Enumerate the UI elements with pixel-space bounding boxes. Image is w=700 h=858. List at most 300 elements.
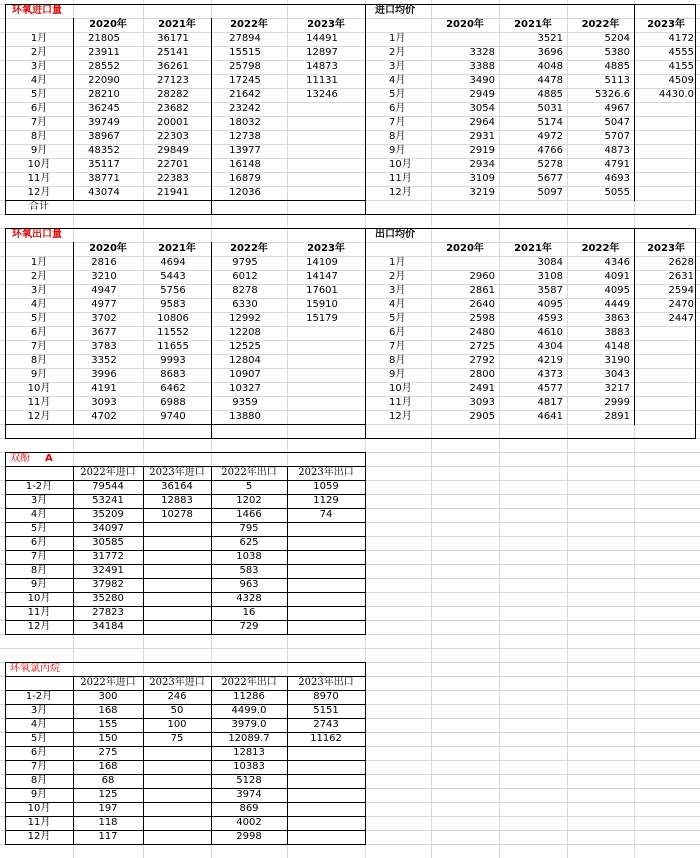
data-cell: 3490 <box>469 75 495 86</box>
data-cell: 12804 <box>229 355 261 366</box>
data-cell: 13977 <box>229 145 261 156</box>
data-cell <box>287 186 357 200</box>
data-cell <box>287 116 357 130</box>
data-cell: 4449 <box>604 299 630 310</box>
data-cell: 2999 <box>604 397 630 408</box>
column-header: 2022年进口 <box>80 467 136 478</box>
data-cell: 4002 <box>236 817 262 828</box>
data-cell: 39749 <box>88 117 120 128</box>
data-cell: 4817 <box>537 397 563 408</box>
data-cell <box>287 536 365 550</box>
data-cell: 11131 <box>306 75 338 86</box>
data-cell: 5326.6 <box>595 89 630 100</box>
table-border <box>5 536 366 537</box>
month-label: 11月 <box>389 397 412 408</box>
data-cell: 118 <box>98 817 118 828</box>
table-border <box>5 578 366 579</box>
data-cell: 4702 <box>91 411 117 422</box>
data-cell: 53241 <box>92 495 124 506</box>
data-cell: 4048 <box>537 61 563 72</box>
data-cell: 2640 <box>469 299 495 310</box>
month-label: 10月 <box>27 159 51 170</box>
month-label: 11月 <box>389 173 412 184</box>
table-border <box>5 816 366 817</box>
data-cell: 4155 <box>668 61 694 72</box>
data-cell: 4509 <box>668 75 694 86</box>
month-label: 9月 <box>389 369 406 380</box>
year-header: 2020年 <box>446 19 484 30</box>
data-cell: 32491 <box>92 565 124 576</box>
data-cell: 36245 <box>88 103 120 114</box>
data-cell: 8970 <box>313 691 339 702</box>
data-cell: 3352 <box>91 355 117 366</box>
data-cell <box>634 172 694 186</box>
data-cell: 3109 <box>469 173 495 184</box>
data-cell: 31772 <box>92 551 124 562</box>
data-cell: 23682 <box>157 103 189 114</box>
table-border <box>695 228 696 439</box>
table-border <box>5 690 366 691</box>
year-header: 2020年 <box>89 243 127 254</box>
table-border <box>5 606 366 607</box>
month-label: 8月 <box>30 131 48 142</box>
table-border <box>5 494 366 495</box>
data-cell: 3883 <box>604 327 630 338</box>
data-cell: 12883 <box>161 495 193 506</box>
data-cell: 3696 <box>537 47 563 58</box>
data-cell <box>143 760 211 774</box>
data-cell: 30585 <box>92 537 124 548</box>
table-border <box>73 242 74 425</box>
table-border <box>5 4 696 5</box>
data-cell <box>287 774 365 788</box>
month-label: 4月 <box>389 299 406 310</box>
data-cell: 4694 <box>160 257 186 268</box>
table-border <box>5 4 6 215</box>
data-cell: 5380 <box>604 47 630 58</box>
data-cell: 2919 <box>469 145 495 156</box>
data-cell: 9583 <box>160 299 186 310</box>
month-label: 4月 <box>389 75 406 86</box>
data-cell: 36171 <box>157 33 189 44</box>
table-border <box>634 228 635 425</box>
data-cell: 1466 <box>236 509 262 520</box>
data-cell: 14147 <box>306 271 338 282</box>
data-cell: 2598 <box>469 313 495 324</box>
data-cell: 4191 <box>91 383 117 394</box>
data-cell: 1038 <box>236 551 262 562</box>
year-header: 2022年 <box>230 19 268 30</box>
data-cell <box>287 564 365 578</box>
table-border <box>211 18 212 215</box>
data-cell <box>143 522 211 536</box>
table-border <box>5 592 366 593</box>
data-cell: 15179 <box>306 313 338 324</box>
data-cell <box>143 536 211 550</box>
year-header: 2020年 <box>446 243 484 254</box>
data-cell <box>431 256 495 270</box>
month-label: 10月 <box>389 383 412 394</box>
data-cell: 36164 <box>161 481 193 492</box>
data-cell: 2816 <box>91 257 117 268</box>
data-cell: 246 <box>167 691 187 702</box>
data-cell: 2891 <box>604 411 630 422</box>
month-label: 1-2月 <box>25 481 53 492</box>
data-cell: 4555 <box>668 47 694 58</box>
data-cell: 18032 <box>229 117 261 128</box>
month-label: 9月 <box>30 789 48 800</box>
month-label: 12月 <box>27 621 51 632</box>
data-cell: 34097 <box>92 523 124 534</box>
data-cell: 13246 <box>306 89 338 100</box>
month-label: 8月 <box>30 565 48 576</box>
data-cell: 28210 <box>88 89 120 100</box>
data-cell: 10327 <box>229 383 261 394</box>
data-cell: 14873 <box>306 61 338 72</box>
month-label: 8月 <box>30 355 48 366</box>
data-cell: 4091 <box>604 271 630 282</box>
data-cell: 27823 <box>92 607 124 618</box>
month-label: 3月 <box>30 495 48 506</box>
data-cell: 14491 <box>306 33 338 44</box>
section-title: 环氧进口量 <box>12 5 62 16</box>
data-cell <box>287 172 357 186</box>
data-cell <box>287 522 365 536</box>
data-cell <box>634 116 694 130</box>
data-cell <box>287 592 365 606</box>
month-label: 3月 <box>389 61 406 72</box>
data-cell: 4967 <box>604 103 630 114</box>
data-cell: 6462 <box>160 383 186 394</box>
data-cell <box>634 130 694 144</box>
data-cell: 4499.0 <box>231 705 267 716</box>
data-cell: 4693 <box>604 173 630 184</box>
month-label: 7月 <box>389 117 406 128</box>
month-label: 2月 <box>389 271 406 282</box>
data-cell: 3979.0 <box>231 719 267 730</box>
data-cell: 2628 <box>668 257 694 268</box>
data-cell: 2800 <box>469 369 495 380</box>
data-cell: 4095 <box>604 285 630 296</box>
data-cell: 4972 <box>537 131 563 142</box>
data-cell: 10278 <box>161 509 193 520</box>
data-cell: 12897 <box>306 47 338 58</box>
data-cell: 5204 <box>604 33 630 44</box>
section-title: 进口均价 <box>375 5 415 16</box>
month-label: 5月 <box>30 313 48 324</box>
month-label: 1月 <box>389 33 406 44</box>
data-cell: 3974 <box>236 789 262 800</box>
data-cell <box>287 746 365 760</box>
month-label: 6月 <box>389 103 406 114</box>
data-cell <box>287 410 357 424</box>
month-label: 10月 <box>27 383 51 394</box>
data-cell: 22701 <box>157 159 189 170</box>
data-cell: 43074 <box>88 187 120 198</box>
month-label: 12月 <box>27 411 51 422</box>
month-label: 12月 <box>389 411 412 422</box>
data-cell: 48352 <box>88 145 120 156</box>
year-header: 2022年 <box>581 19 620 30</box>
year-header: 2020年 <box>89 19 127 30</box>
data-cell: 27123 <box>157 75 189 86</box>
data-cell <box>143 802 211 816</box>
table-border <box>5 620 366 621</box>
month-label: 6月 <box>30 747 48 758</box>
data-cell: 2905 <box>469 411 495 422</box>
month-label: 11月 <box>27 817 51 828</box>
month-label: 5月 <box>389 89 406 100</box>
month-label: 10月 <box>27 803 51 814</box>
data-cell <box>287 816 365 830</box>
data-cell: 3043 <box>604 369 630 380</box>
data-cell: 4346 <box>604 257 630 268</box>
table-border <box>73 676 74 845</box>
data-cell: 6012 <box>232 271 258 282</box>
table-border <box>5 466 366 467</box>
data-cell: 75 <box>170 733 184 744</box>
table-border <box>143 466 144 635</box>
data-cell: 3521 <box>537 33 563 44</box>
table-border <box>5 774 366 775</box>
data-cell <box>287 368 357 382</box>
month-label: 2月 <box>389 47 406 58</box>
data-cell: 5113 <box>604 75 630 86</box>
data-cell: 22383 <box>157 173 189 184</box>
data-cell: 275 <box>98 747 118 758</box>
data-cell: 16879 <box>229 173 261 184</box>
month-label: 4月 <box>30 719 48 730</box>
data-cell: 4791 <box>604 159 630 170</box>
data-cell: 5443 <box>160 271 186 282</box>
data-cell: 100 <box>167 719 187 730</box>
table-border <box>5 438 696 439</box>
month-label: 7月 <box>30 117 48 128</box>
data-cell: 12813 <box>233 747 265 758</box>
data-cell: 27894 <box>229 33 261 44</box>
data-cell <box>143 592 211 606</box>
data-cell: 5151 <box>313 705 339 716</box>
data-cell: 729 <box>239 621 259 632</box>
data-cell: 583 <box>239 565 259 576</box>
data-cell: 625 <box>239 537 259 548</box>
data-cell: 5756 <box>160 285 186 296</box>
data-cell: 16148 <box>229 159 261 170</box>
month-label: 1-2月 <box>25 691 53 702</box>
total-label: 合计 <box>29 201 49 212</box>
table-border <box>5 732 366 733</box>
data-cell: 5 <box>245 481 253 492</box>
year-header: 2021年 <box>158 19 196 30</box>
month-label: 12月 <box>389 187 412 198</box>
data-cell <box>287 144 357 158</box>
data-cell <box>143 564 211 578</box>
data-cell: 4172 <box>668 33 694 44</box>
table-border <box>5 760 366 761</box>
data-cell: 2470 <box>668 299 694 310</box>
month-label: 4月 <box>30 299 48 310</box>
year-header: 2022年 <box>230 243 268 254</box>
data-cell: 11655 <box>157 341 189 352</box>
column-header: 2023年出口 <box>298 677 354 688</box>
data-cell: 6988 <box>160 397 186 408</box>
data-cell <box>287 354 357 368</box>
table-border <box>5 228 6 439</box>
data-cell: 4373 <box>537 369 563 380</box>
data-cell: 21941 <box>157 187 189 198</box>
data-cell: 2480 <box>469 327 495 338</box>
year-header: 2022年 <box>581 243 620 254</box>
data-cell: 117 <box>98 831 118 842</box>
data-cell: 9795 <box>232 257 258 268</box>
data-cell: 37982 <box>92 579 124 590</box>
data-cell: 3996 <box>91 369 117 380</box>
data-cell <box>143 620 211 634</box>
data-cell <box>431 32 495 46</box>
data-cell <box>634 354 694 368</box>
column-header: 2022年出口 <box>221 677 277 688</box>
data-cell: 2964 <box>469 117 495 128</box>
data-cell: 11552 <box>157 327 189 338</box>
data-cell: 4577 <box>537 383 563 394</box>
data-cell <box>634 102 694 116</box>
data-cell: 168 <box>98 761 118 772</box>
table-border <box>211 242 212 439</box>
table-border <box>5 228 696 229</box>
data-cell: 16 <box>242 607 256 618</box>
month-label: 10月 <box>389 159 412 170</box>
data-cell: 3217 <box>604 383 630 394</box>
data-cell: 35280 <box>92 593 124 604</box>
year-header: 2023年 <box>647 19 685 30</box>
table-border <box>365 228 366 439</box>
month-label: 3月 <box>30 705 48 716</box>
data-cell: 68 <box>101 775 115 786</box>
data-cell: 14109 <box>306 257 338 268</box>
table-border <box>5 746 366 747</box>
table-border <box>211 676 212 845</box>
data-cell: 2960 <box>469 271 495 282</box>
data-cell: 150 <box>98 733 118 744</box>
data-cell: 2998 <box>236 831 262 842</box>
data-cell: 25141 <box>157 47 189 58</box>
data-cell <box>287 396 357 410</box>
month-label: 12月 <box>27 831 51 842</box>
column-header: 2023年出口 <box>298 467 354 478</box>
data-cell: 10907 <box>229 369 261 380</box>
year-header: 2021年 <box>514 243 552 254</box>
data-cell: 2631 <box>668 271 694 282</box>
data-cell <box>634 382 694 396</box>
table-border <box>211 466 212 635</box>
data-cell <box>287 606 365 620</box>
month-label: 6月 <box>30 103 48 114</box>
data-cell <box>143 830 211 844</box>
data-cell <box>287 760 365 774</box>
data-cell: 4885 <box>537 89 563 100</box>
data-cell: 79544 <box>92 481 124 492</box>
data-cell: 3093 <box>469 397 495 408</box>
data-cell: 869 <box>239 803 259 814</box>
data-cell <box>143 550 211 564</box>
table-border <box>5 550 366 551</box>
data-cell: 1202 <box>236 495 262 506</box>
data-cell: 3388 <box>469 61 495 72</box>
table-border <box>5 676 366 677</box>
data-cell: 28552 <box>88 61 120 72</box>
data-cell: 12992 <box>229 313 261 324</box>
month-label: 8月 <box>389 355 406 366</box>
table-border <box>634 4 635 201</box>
data-cell: 2934 <box>469 159 495 170</box>
data-cell: 5174 <box>537 117 563 128</box>
table-border <box>5 662 366 663</box>
data-cell: 13880 <box>229 411 261 422</box>
data-cell: 11162 <box>310 733 342 744</box>
data-cell <box>287 340 357 354</box>
data-cell: 21805 <box>88 33 120 44</box>
data-cell: 4873 <box>604 145 630 156</box>
table-border <box>287 676 288 845</box>
month-label: 11月 <box>27 173 51 184</box>
data-cell: 2792 <box>469 355 495 366</box>
year-header: 2023年 <box>307 243 345 254</box>
data-cell <box>287 830 365 844</box>
data-cell <box>287 382 357 396</box>
data-cell: 3108 <box>537 271 563 282</box>
data-cell <box>287 130 357 144</box>
month-label: 2月 <box>30 271 48 282</box>
month-label: 1月 <box>30 33 48 44</box>
month-label: 6月 <box>30 537 48 548</box>
data-cell: 74 <box>319 509 333 520</box>
data-cell: 2725 <box>469 341 495 352</box>
column-header: 2022年出口 <box>221 467 277 478</box>
data-cell <box>287 620 365 634</box>
data-cell: 3328 <box>469 47 495 58</box>
month-label: 3月 <box>30 285 48 296</box>
table-border <box>5 564 366 565</box>
data-cell: 12525 <box>229 341 261 352</box>
section-title: 出口均价 <box>375 229 415 240</box>
data-cell: 5055 <box>604 187 630 198</box>
data-cell: 5677 <box>537 173 563 184</box>
month-label: 5月 <box>389 313 406 324</box>
data-cell <box>287 326 357 340</box>
section-title: A <box>45 453 53 464</box>
month-label: 2月 <box>30 47 48 58</box>
year-header: 2021年 <box>158 243 196 254</box>
data-cell: 12738 <box>229 131 261 142</box>
data-cell: 8683 <box>160 369 186 380</box>
data-cell: 963 <box>239 579 259 590</box>
table-border <box>5 424 366 425</box>
data-cell: 5031 <box>537 103 563 114</box>
month-label: 12月 <box>27 187 51 198</box>
month-label: 9月 <box>30 145 48 156</box>
month-label: 5月 <box>30 733 48 744</box>
data-cell: 23242 <box>229 103 261 114</box>
data-cell: 2861 <box>469 285 495 296</box>
year-header: 2021年 <box>514 19 552 30</box>
data-cell: 3702 <box>91 313 117 324</box>
section-title: 环氧出口量 <box>12 229 62 240</box>
data-cell: 25798 <box>229 61 261 72</box>
table-border <box>5 844 366 845</box>
month-label: 8月 <box>389 131 406 142</box>
data-cell: 5707 <box>604 131 630 142</box>
data-cell: 795 <box>239 523 259 534</box>
